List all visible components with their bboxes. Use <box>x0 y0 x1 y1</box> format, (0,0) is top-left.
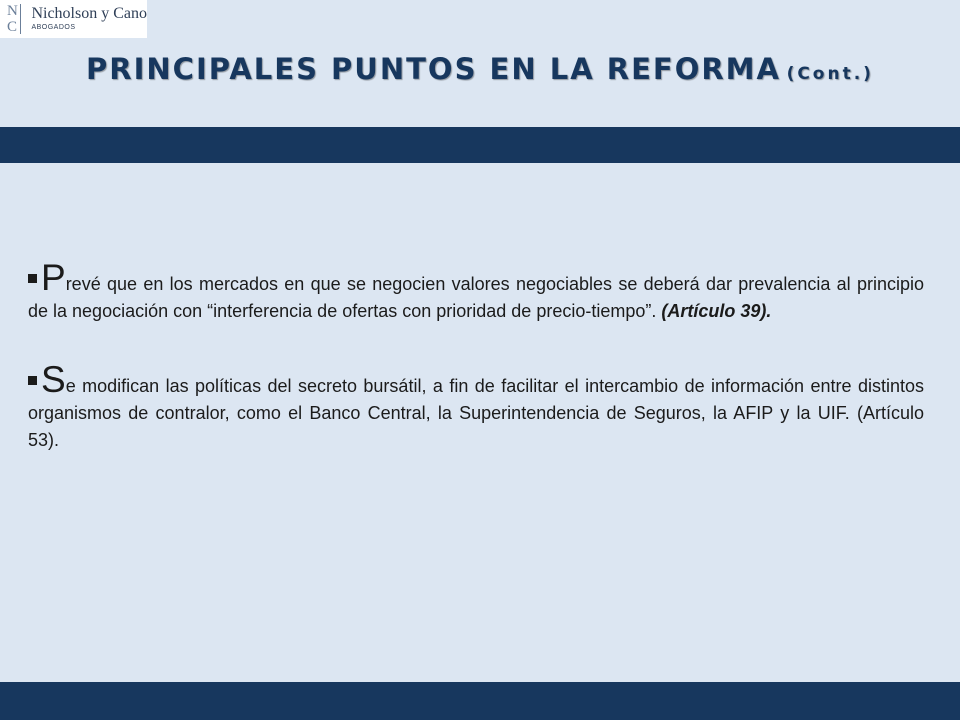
square-bullet-icon <box>28 274 37 283</box>
monogram-letter-n: N <box>7 3 18 19</box>
firm-name: Nicholson y Cano <box>31 5 147 22</box>
bullet-initial: S <box>41 359 66 400</box>
logo-monogram <box>0 1 29 37</box>
bullet-item <box>28 359 924 454</box>
monogram-letter-c: C <box>7 19 18 35</box>
slide-title-main: PRINCIPALES PUNTOS EN LA REFORMA <box>86 52 781 86</box>
monogram-divider <box>20 4 21 34</box>
firm-logo <box>0 0 147 38</box>
slide-title <box>0 52 960 86</box>
firm-subtitle: ABOGADOS <box>31 24 76 31</box>
footer-band <box>0 682 960 720</box>
slide-content <box>28 257 924 495</box>
bullet-reference: (Artículo 39). <box>661 301 772 321</box>
square-bullet-icon <box>28 376 37 385</box>
bullet-item <box>28 257 924 325</box>
bullet-text: revé que en los mercados en que se negocien valores negociables se deberá dar prevalencia al principio de la negociación con “interferencia de ofertas con prioridad de precio-tiempo”. <box>28 274 924 321</box>
bullet-initial: P <box>41 257 66 298</box>
slide-title-suffix: (Cont.) <box>786 64 874 84</box>
logo-text <box>31 5 147 33</box>
header-band <box>0 127 960 163</box>
bullet-text: e modifican las políticas del secreto bursátil, a fin de facilitar el intercambio de información entre distintos organismos de contralor, como el Banco Central, la Superintendencia de Seguros, la AFIP y la UIF. (Artículo 53). <box>28 376 924 450</box>
